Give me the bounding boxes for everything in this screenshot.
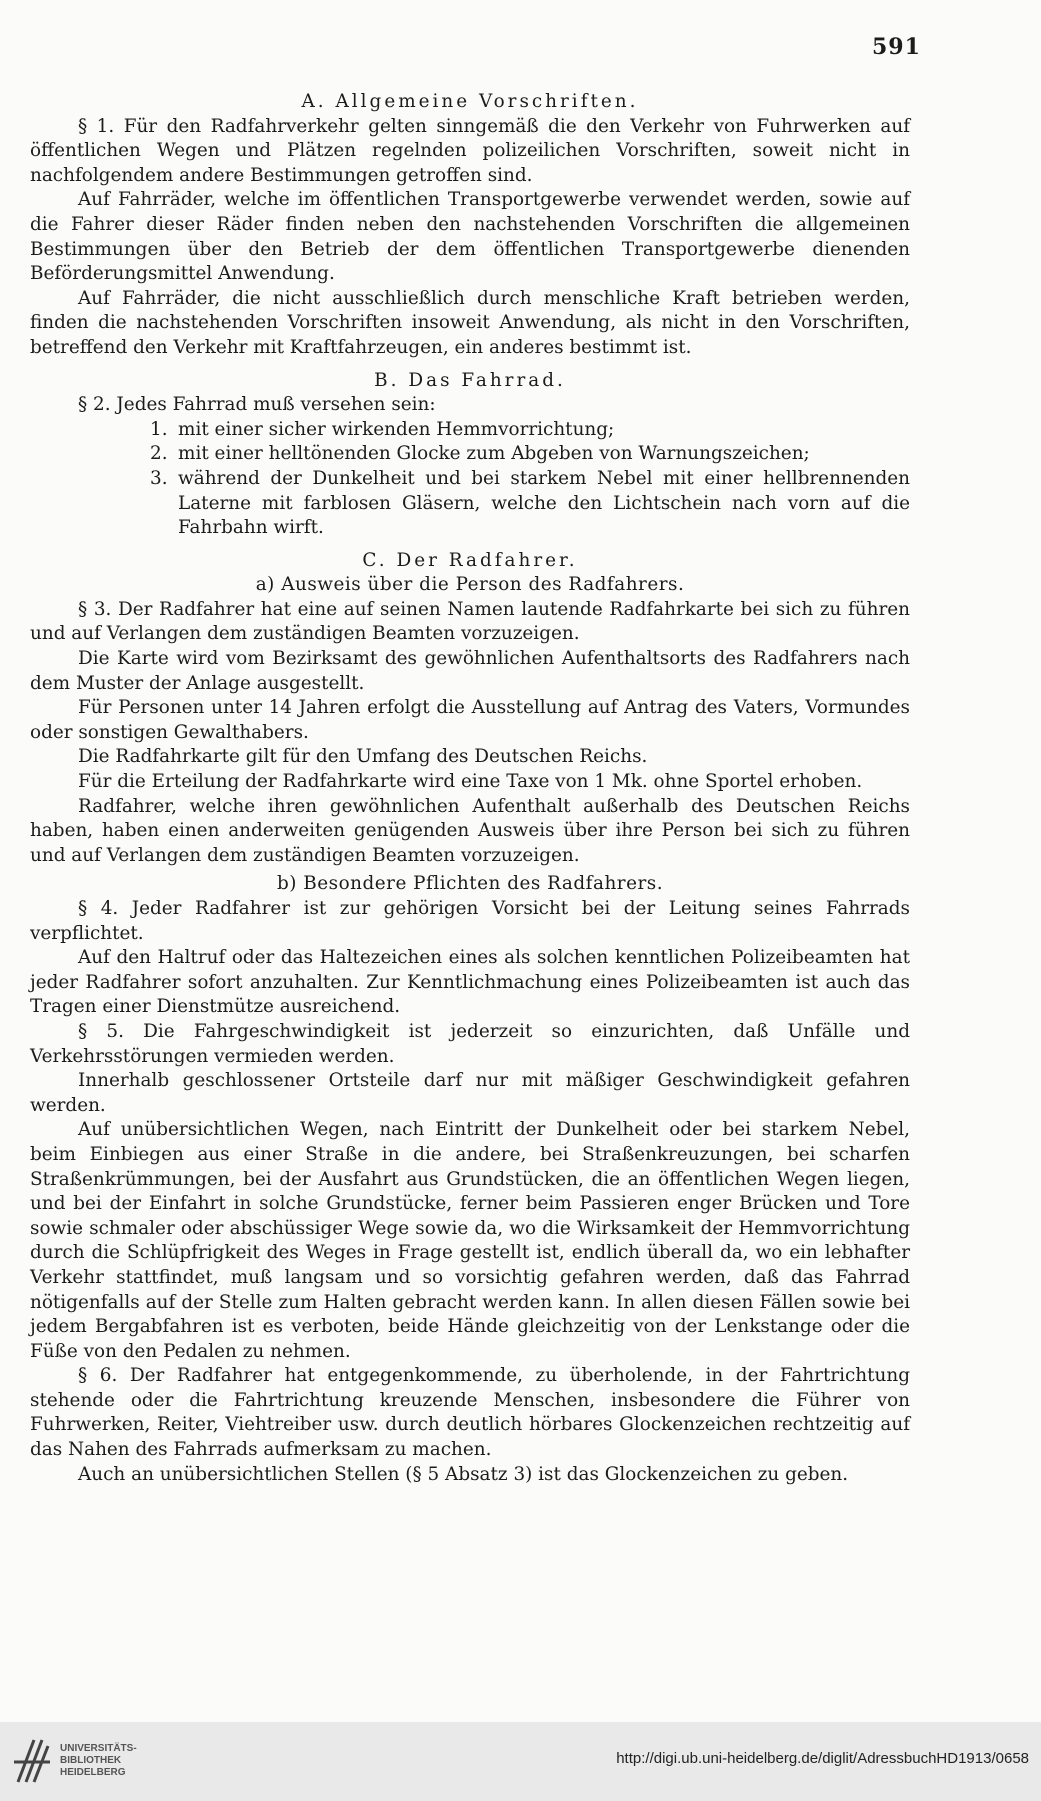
list-item-text: mit einer sicher wirkenden Hemmvorrichtung; (178, 418, 615, 440)
paragraph: Auf den Haltruf oder das Haltezeichen eines als solchen kenntlichen Polizeibeamten hat jeder Radfahrer sofort anzuhalten. Zur Kenntlichmachung eines Polizeibeamten ist auch das Tragen einer Dienstmütze ausreichend. (30, 947, 910, 1018)
paragraph: § 6. Der Radfahrer hat entgegenkommende, zu überholende, in der Fahrtrichtung stehende oder die Fahrtrichtung kreuzende Menschen, insbesondere die Führer von Fuhrwerken, Reiter, Viehtreiber usw. durch deutlich hörbares Glockenzeichen rechtzeitig auf das Nahen des Fahrrads aufmerksam zu machen. (30, 1365, 910, 1461)
list-item-number: 3. (150, 467, 168, 489)
list-item (150, 467, 910, 541)
subsection-heading-b: b) Besondere Pflichten des Radfahrers. (276, 873, 664, 895)
paragraph: § 3. Der Radfahrer hat eine auf seinen Namen lautende Radfahrkarte bei sich zu führen und auf Verlangen dem zuständigen Beamten vorzuzeigen. (30, 598, 910, 645)
logo-line: UNIVERSITÄTS- (60, 1743, 137, 1754)
section-heading-a: A. Allgemeine Vorschriften. (301, 91, 639, 112)
paragraph: § 1. Für den Radfahrverkehr gelten sinngemäß die den Verkehr von Fuhrwerken auf öffentlichen Wegen und Plätzen regelnden polizeilichen Vorschriften, soweit nicht in nachfolgendem andere Bestimmungen getroffen sind. (30, 115, 910, 186)
logo-line: HEIDELBERG (60, 1767, 126, 1778)
list-item (150, 442, 910, 467)
paragraph: Die Radfahrkarte gilt für den Umfang des Deutschen Reichs. (78, 746, 648, 768)
paragraph: Radfahrer, welche ihren gewöhnlichen Aufenthalt außerhalb des Deutschen Reichs haben, haben einen anderweiten genügenden Ausweis über ihre Person bei sich zu führen und auf Verlangen dem zuständigen Beamten vorzuzeigen. (30, 795, 910, 866)
paragraph: Für die Erteilung der Radfahrkarte wird eine Taxe von 1 Mk. ohne Sportel erhoben. (78, 771, 863, 793)
paragraph: § 4. Jeder Radfahrer ist zur gehörigen Vorsicht bei der Leitung seines Fahrrads verpflichtet. (30, 898, 910, 944)
requirement-list (150, 418, 910, 541)
section-heading-c: C. Der Radfahrer. (362, 549, 578, 571)
subsection-heading-a: a) Ausweis über die Person des Radfahrers. (255, 574, 685, 596)
paragraph: Auf unübersichtlichen Wegen, nach Eintritt der Dunkelheit oder bei starkem Nebel, beim Einbiegen aus einer Straße in die andere, bei Straßenkreuzungen, bei scharfen Straßenkrümmungen, bei der Ausfahrt aus Grundstücken, die an öffentlichen Wegen liegen, und bei der Einfahrt in solche Grundstücke, ferner beim Passieren enger Brücken und Tore sowie schmaler oder abschüssiger Wege sowie da, wo die Wirksamkeit der Hemmvorrichtung durch die Schlüpfrigkeit des Weges in Frage gestellt ist, endlich überall da, wo ein lebhafter Verkehr stattfindet, muß langsam und so vorsichtig gefahren werden, daß das Fahrrad nötigenfalls auf der Stelle zum Halten gebracht werden kann. In allen diesen Fällen sowie bei jedem Bergabfahren ist es verboten, beide Hände gleichzeitig von der Lenkstange oder die Füße von den Pedalen zu nehmen. (30, 1119, 910, 1362)
document-body (30, 90, 910, 1487)
footer-bar (0, 1722, 1041, 1801)
paragraph: § 5. Die Fahrgeschwindigkeit ist jederzeit so einzurichten, daß Unfälle und Verkehrsstörungen vermieden werden. (30, 1020, 910, 1067)
paragraph: Für Personen unter 14 Jahren erfolgt die Ausstellung auf Antrag des Vaters, Vormundes oder sonstigen Gewalthabers. (30, 697, 910, 743)
paragraph: Auf Fahrräder, die nicht ausschließlich durch menschliche Kraft betrieben werden, finden die nachstehenden Vorschriften insoweit Anwendung, als nicht in den Vorschriften, betreffend den Verkehr mit Kraftfahrzeugen, ein anderes bestimmt ist. (30, 287, 910, 358)
logo-line: BIBLIOTHEK (60, 1755, 122, 1766)
page-number: 591 (872, 34, 921, 60)
list-item (150, 418, 910, 443)
section-heading-b: B. Das Fahrrad. (374, 369, 566, 391)
paragraph: Die Karte wird vom Bezirksamt des gewöhnlichen Aufenthaltsorts des Radfahrers nach dem Muster der Anlage ausgestellt. (30, 648, 910, 694)
paragraph: Auch an unübersichtlichen Stellen (§ 5 Absatz 3) ist das Glockenzeichen zu geben. (78, 1463, 849, 1485)
source-url-link[interactable]: http://digi.ub.uni-heidelberg.de/diglit/AdressbuchHD1913/0658 (616, 1750, 1029, 1767)
paragraph: § 2. Jedes Fahrrad muß versehen sein: (78, 394, 436, 416)
paragraph: Innerhalb geschlossener Ortsteile darf nur mit mäßiger Geschwindigkeit gefahren werden. (30, 1070, 910, 1116)
list-item-text: mit einer helltönenden Glocke zum Abgeben von Warnungszeichen; (178, 443, 810, 465)
paragraph: Auf Fahrräder, welche im öffentlichen Transportgewerbe verwendet werden, sowie auf die Fahrer dieser Räder finden neben den nachstehenden Vorschriften die allgemeinen Bestimmungen über den Betrieb der dem öffentlichen Transportgewerbe dienenden Beförderungsmittel Anwendung. (30, 189, 910, 285)
list-item-number: 1. (150, 418, 168, 440)
library-logo-text (60, 1743, 137, 1779)
list-item-text: während der Dunkelheit und bei starkem Nebel mit einer hellbrennenden Laterne mit farblosen Gläsern, welche den Lichtschein nach vorn auf die Fahrbahn wirft. (178, 467, 910, 539)
university-library-logo-icon (10, 1732, 54, 1790)
list-item-number: 2. (150, 443, 168, 465)
